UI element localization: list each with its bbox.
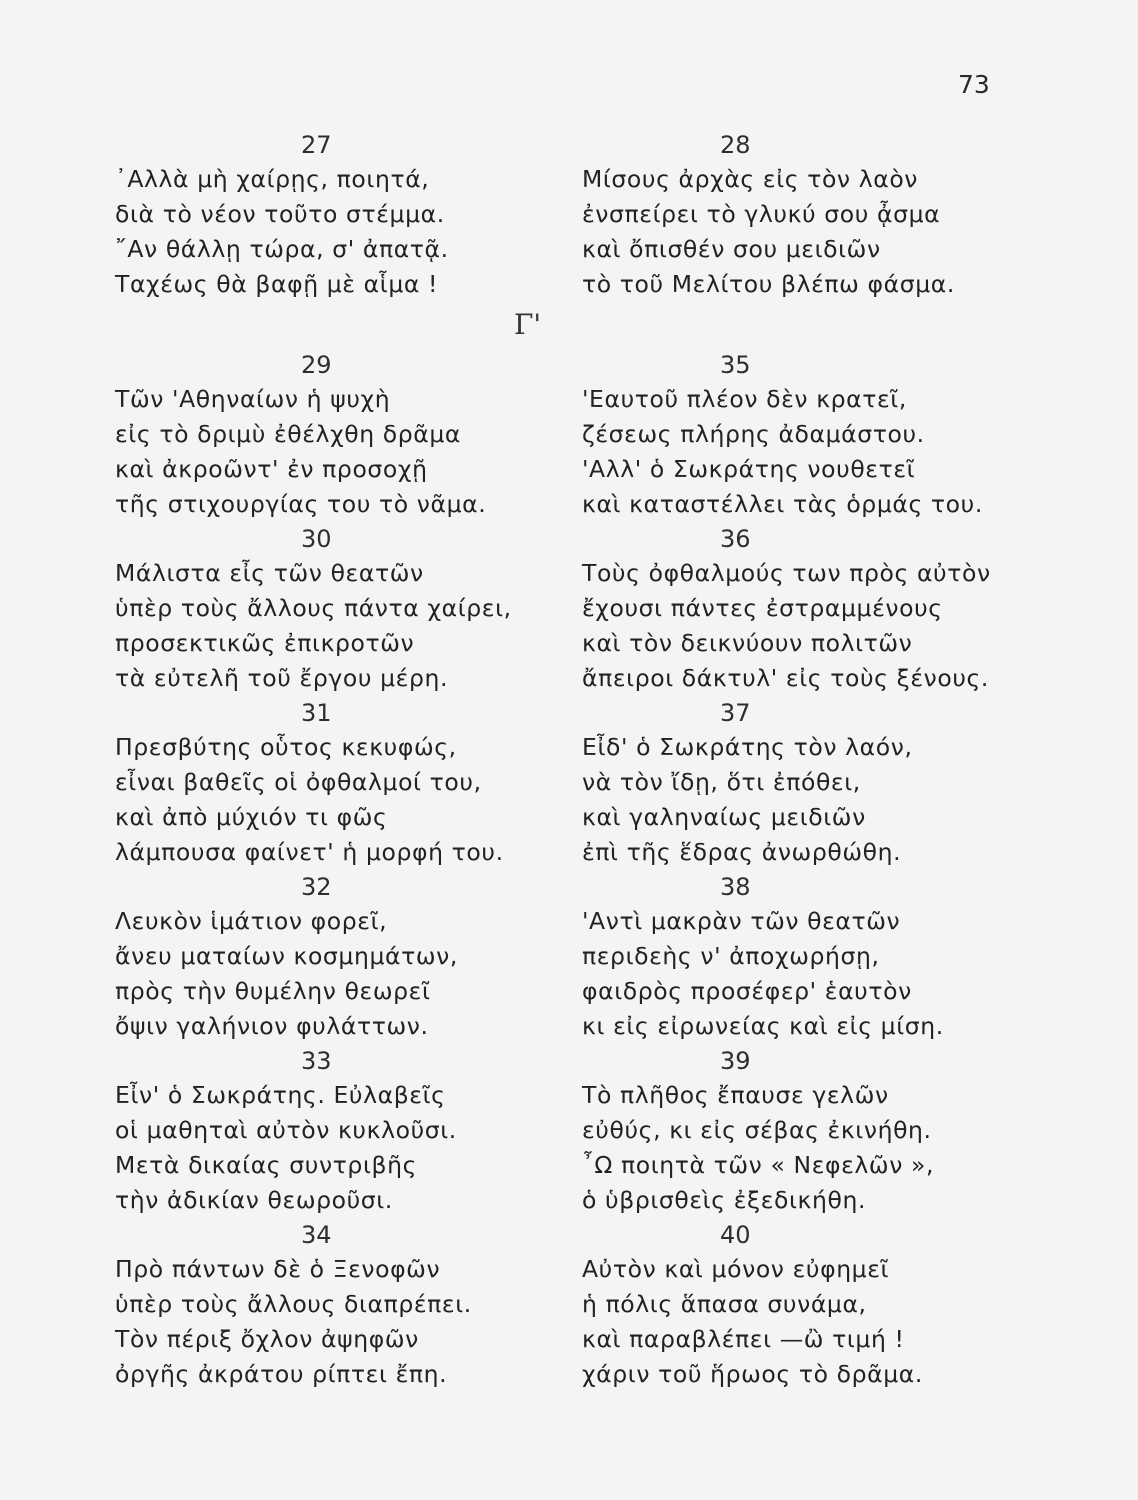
stanza-number: 35 xyxy=(720,351,751,379)
right-column xyxy=(582,128,997,1392)
verse-line: Τῶν 'Αθηναίων ἡ ψυχὴ xyxy=(115,385,391,413)
verse-line: ὄψιν γαλήνιον φυλάττων. xyxy=(115,1012,429,1040)
stanza-number: 38 xyxy=(720,873,751,901)
verse-line: ἔχουσι πάντες ἐστραμμένους xyxy=(582,594,943,622)
verse-line: ὑπὲρ τοὺς ἄλλους διαπρέπει. xyxy=(115,1290,472,1318)
section-mark: Γ' xyxy=(514,308,542,341)
verse-line: καὶ καταστέλλει τὰς ὁρμάς του. xyxy=(582,490,983,518)
stanza-37 xyxy=(582,696,997,870)
verse-line: Πρεσβύτης οὗτος κεκυφώς, xyxy=(115,733,457,761)
verse-line: οἱ μαθηταὶ αὐτὸν κυκλοῦσι. xyxy=(115,1116,457,1144)
verse-line: 'Αλλ' ὁ Σωκράτης νουθετεῖ xyxy=(582,455,916,483)
stanza-27 xyxy=(115,128,555,302)
stanza-32 xyxy=(115,870,555,1044)
verse-line: Τὸν πέριξ ὄχλον ἀψηφῶν xyxy=(115,1325,419,1353)
verse-line: ἄνευ ματαίων κοσμημάτων, xyxy=(115,942,458,970)
verse-line: Εἶδ' ὁ Σωκράτης τὸν λαόν, xyxy=(582,733,913,761)
stanza-28 xyxy=(582,128,997,302)
page-number: 73 xyxy=(958,70,990,99)
verse-line: πρὸς τὴν θυμέλην θεωρεῖ xyxy=(115,977,431,1005)
stanza-31 xyxy=(115,696,555,870)
verse-line: καὶ γαληναίως μειδιῶν xyxy=(582,803,866,831)
verse-line: Λευκὸν ἱμάτιον φορεῖ, xyxy=(115,907,388,935)
verse-line: Μάλιστα εἶς τῶν θεατῶν xyxy=(115,559,424,587)
stanza-number: 34 xyxy=(301,1221,332,1249)
stanza-number: 31 xyxy=(301,699,332,727)
stanza-34 xyxy=(115,1218,555,1392)
left-column xyxy=(115,128,555,1392)
verse-line: καὶ ἀκροῶντ' ἐν προσοχῇ xyxy=(115,455,428,483)
verse-line: λάμπουσα φαίνετ' ἡ μορφή του. xyxy=(115,838,504,866)
stanza-36 xyxy=(582,522,997,696)
verse-line: τὰ εὐτελῆ τοῦ ἔργου μέρη. xyxy=(115,664,449,692)
verse-line: εὐθύς, κι εἰς σέβας ἐκινήθη. xyxy=(582,1116,932,1144)
stanza-number: 33 xyxy=(301,1047,332,1075)
verse-line: Τὸ πλῆθος ἔπαυσε γελῶν xyxy=(582,1081,889,1109)
verse-line: περιδεὴς ν' ἀποχωρήσῃ, xyxy=(582,942,880,970)
verse-line: κι εἰς εἰρωνείας καὶ εἰς μίση. xyxy=(582,1012,944,1040)
verse-line: ᾿Αλλὰ μὴ χαίρῃς, ποιητά, xyxy=(115,165,430,193)
verse-line: ἐπὶ τῆς ἕδρας ἀνωρθώθη. xyxy=(582,838,902,866)
stanza-39 xyxy=(582,1044,997,1218)
stanza-number: 28 xyxy=(720,131,751,159)
stanza-30 xyxy=(115,522,555,696)
verse-line: ζέσεως πλήρης ἀδαμάστου. xyxy=(582,420,925,448)
verse-line: Τοὺς ὀφθαλμούς των πρὸς αὐτὸν xyxy=(582,559,991,587)
stanza-number: 40 xyxy=(720,1221,751,1249)
verse-line: εἰς τὸ δριμὺ ἐθέλχθη δρᾶμα xyxy=(115,420,462,448)
stanza-number: 39 xyxy=(720,1047,751,1075)
stanza-number: 27 xyxy=(301,131,332,159)
verse-line: τὸ τοῦ Μελίτου βλέπω φάσμα. xyxy=(582,270,955,298)
verse-line: 'Εαυτοῦ πλέον δὲν κρατεῖ, xyxy=(582,385,907,413)
verse-line: καὶ τὸν δεικνύουν πολιτῶν xyxy=(582,629,913,657)
verse-line: Αὐτὸν καὶ μόνον εὐφημεῖ xyxy=(582,1255,890,1283)
verse-line: Πρὸ πάντων δὲ ὁ Ξενοφῶν xyxy=(115,1255,441,1283)
verse-line: ἄπειροι δάκτυλ' εἰς τοὺς ξένους. xyxy=(582,664,989,692)
verse-line: Εἶν' ὁ Σωκράτης. Εὐλαβεῖς xyxy=(115,1081,446,1109)
stanza-38 xyxy=(582,870,997,1044)
stanza-33 xyxy=(115,1044,555,1218)
verse-line: φαιδρὸς προσέφερ' ἑαυτὸν xyxy=(582,977,912,1005)
verse-line: ῏Ω ποιητὰ τῶν « Νεφελῶν », xyxy=(582,1151,935,1179)
verse-line: καὶ παραβλέπει —ὢ τιμή ! xyxy=(582,1325,905,1353)
verse-line: τῆς στιχουργίας του τὸ νᾶμα. xyxy=(115,490,487,518)
verse-line: ῎Αν θάλλῃ τώρα, σ' ἀπατᾷ. xyxy=(115,235,449,263)
verse-line: εἶναι βαθεῖς οἱ ὀφθαλμοί του, xyxy=(115,768,482,796)
verse-line: ὑπὲρ τοὺς ἄλλους πάντα χαίρει, xyxy=(115,594,512,622)
verse-line: διὰ τὸ νέον τοῦτο στέμμα. xyxy=(115,200,445,228)
verse-line: ὁ ὑβρισθεὶς ἐξεδικήθη. xyxy=(582,1186,867,1214)
verse-line: ἡ πόλις ἅπασα συνάμα, xyxy=(582,1290,867,1318)
verse-line: Μετὰ δικαίας συντριβῆς xyxy=(115,1151,417,1179)
stanza-number: 29 xyxy=(301,351,332,379)
stanza-29 xyxy=(115,348,555,522)
stanza-number: 30 xyxy=(301,525,332,553)
verse-line: ἐνσπείρει τὸ γλυκύ σου ᾆσμα xyxy=(582,200,941,228)
stanza-40 xyxy=(582,1218,997,1392)
verse-line: καὶ ὄπισθέν σου μειδιῶν xyxy=(582,235,881,263)
stanza-number: 36 xyxy=(720,525,751,553)
verse-line: τὴν ἀδικίαν θεωροῦσι. xyxy=(115,1186,393,1214)
stanza-35 xyxy=(582,348,997,522)
verse-line: Μίσους ἀρχὰς εἰς τὸν λαὸν xyxy=(582,165,919,193)
stanza-number: 37 xyxy=(720,699,751,727)
verse-line: προσεκτικῶς ἐπικροτῶν xyxy=(115,629,415,657)
verse-line: χάριν τοῦ ἥρωος τὸ δρᾶμα. xyxy=(582,1360,923,1388)
verse-line: 'Αντὶ μακρὰν τῶν θεατῶν xyxy=(582,907,901,935)
verse-line: νὰ τὸν ἴδῃ, ὅτι ἐπόθει, xyxy=(582,768,861,796)
verse-line: ὀργῆς ἀκράτου ρίπτει ἔπη. xyxy=(115,1360,448,1388)
verse-line: Ταχέως θὰ βαφῇ μὲ αἷμα ! xyxy=(115,270,439,298)
verse-line: καὶ ἀπὸ μύχιόν τι φῶς xyxy=(115,803,388,831)
stanza-number: 32 xyxy=(301,873,332,901)
